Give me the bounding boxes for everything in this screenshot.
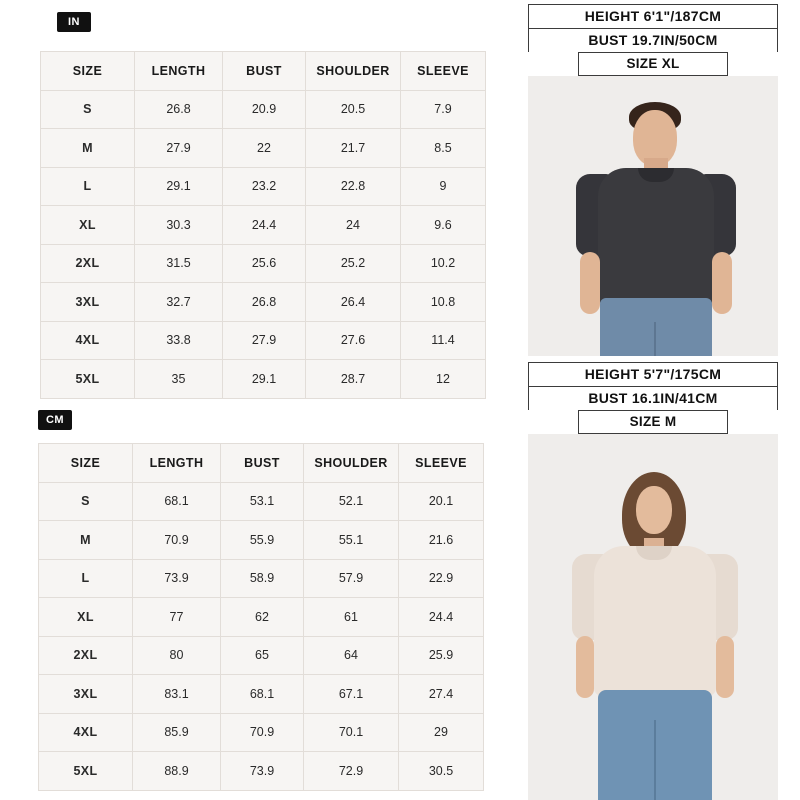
cell-size: 3XL (41, 283, 135, 322)
size-table-centimeters (38, 443, 483, 791)
model-photos-column (510, 0, 800, 800)
cell-sleeve: 9.6 (401, 206, 486, 245)
cell-shoulder: 64 (304, 636, 399, 675)
model-arm-right (712, 252, 732, 314)
cell-sleeve: 10.8 (401, 283, 486, 322)
cell-bust: 24.4 (223, 206, 306, 245)
table-row (39, 713, 484, 752)
cell-size: L (41, 167, 135, 206)
cell-bust: 26.8 (223, 283, 306, 322)
column-header: SLEEVE (399, 444, 484, 483)
cell-bust: 55.9 (221, 521, 304, 560)
cell-shoulder: 67.1 (304, 675, 399, 714)
column-header: BUST (223, 52, 306, 91)
cell-shoulder: 22.8 (306, 167, 401, 206)
cell-length: 85.9 (133, 713, 221, 752)
jeans-seam (654, 322, 656, 356)
cell-length: 33.8 (135, 321, 223, 360)
cell-length: 80 (133, 636, 221, 675)
jeans-seam (654, 720, 656, 800)
cell-size: M (41, 129, 135, 168)
cell-sleeve: 21.6 (399, 521, 484, 560)
cell-sleeve: 29 (399, 713, 484, 752)
unit-badge-cm: CM (38, 410, 72, 430)
cell-length: 30.3 (135, 206, 223, 245)
cell-bust: 68.1 (221, 675, 304, 714)
cell-size: 5XL (41, 360, 135, 399)
cell-bust: 70.9 (221, 713, 304, 752)
model-photo-female (528, 434, 778, 800)
unit-badge-in-wrap (57, 12, 91, 32)
table-header-row (39, 444, 484, 483)
column-header: LENGTH (133, 444, 221, 483)
cell-sleeve: 27.4 (399, 675, 484, 714)
column-header: SHOULDER (304, 444, 399, 483)
model-size-label: SIZE M (578, 410, 728, 434)
cell-sleeve: 30.5 (399, 752, 484, 791)
unit-badge-in: IN (57, 12, 91, 32)
cell-bust: 53.1 (221, 482, 304, 521)
table-row (39, 521, 484, 560)
cell-shoulder: 25.2 (306, 244, 401, 283)
cell-bust: 27.9 (223, 321, 306, 360)
cell-length: 73.9 (133, 559, 221, 598)
cell-length: 31.5 (135, 244, 223, 283)
cell-shoulder: 28.7 (306, 360, 401, 399)
cell-bust: 23.2 (223, 167, 306, 206)
table-row (39, 636, 484, 675)
cell-size: M (39, 521, 133, 560)
tshirt-body (594, 546, 716, 696)
table-header-row (41, 52, 486, 91)
model-jeans (600, 298, 712, 356)
table-row (41, 283, 486, 322)
cell-length: 70.9 (133, 521, 221, 560)
cell-sleeve: 8.5 (401, 129, 486, 168)
cell-size: 2XL (41, 244, 135, 283)
cell-length: 27.9 (135, 129, 223, 168)
cell-size: S (39, 482, 133, 521)
table-row (41, 206, 486, 245)
model-photo-male (528, 76, 778, 356)
cell-bust: 22 (223, 129, 306, 168)
table-row (41, 167, 486, 206)
cell-shoulder: 55.1 (304, 521, 399, 560)
cell-bust: 20.9 (223, 90, 306, 129)
cell-size: S (41, 90, 135, 129)
table-row (39, 482, 484, 521)
table-row (41, 244, 486, 283)
column-header: SHOULDER (306, 52, 401, 91)
model-card-male (528, 4, 778, 356)
cell-length: 32.7 (135, 283, 223, 322)
cell-shoulder: 61 (304, 598, 399, 637)
cell-length: 68.1 (133, 482, 221, 521)
cell-size: XL (39, 598, 133, 637)
model-bust-label: BUST 19.7IN/50CM (528, 28, 778, 52)
cell-sleeve: 11.4 (401, 321, 486, 360)
tshirt-body (598, 168, 714, 304)
table-row (39, 559, 484, 598)
column-header: SIZE (39, 444, 133, 483)
cell-sleeve: 12 (401, 360, 486, 399)
cell-sleeve: 24.4 (399, 598, 484, 637)
cell-size: 4XL (41, 321, 135, 360)
cell-shoulder: 27.6 (306, 321, 401, 360)
cell-bust: 29.1 (223, 360, 306, 399)
cell-length: 83.1 (133, 675, 221, 714)
model-face (636, 486, 672, 534)
cell-length: 77 (133, 598, 221, 637)
cell-bust: 73.9 (221, 752, 304, 791)
model-size-label: SIZE XL (578, 52, 728, 76)
table-row (39, 675, 484, 714)
model-bust-label: BUST 16.1IN/41CM (528, 386, 778, 410)
cell-shoulder: 70.1 (304, 713, 399, 752)
cell-shoulder: 24 (306, 206, 401, 245)
column-header: LENGTH (135, 52, 223, 91)
model-card-female (528, 362, 778, 800)
table-row (41, 90, 486, 129)
cell-length: 35 (135, 360, 223, 399)
cell-sleeve: 10.2 (401, 244, 486, 283)
cell-shoulder: 20.5 (306, 90, 401, 129)
model-arm-right (716, 636, 734, 698)
cell-size: XL (41, 206, 135, 245)
size-table-inches (40, 51, 485, 399)
cell-sleeve: 9 (401, 167, 486, 206)
cell-size: 5XL (39, 752, 133, 791)
cell-shoulder: 57.9 (304, 559, 399, 598)
column-header: SLEEVE (401, 52, 486, 91)
cell-shoulder: 21.7 (306, 129, 401, 168)
column-header: SIZE (41, 52, 135, 91)
model-arm-left (576, 636, 594, 698)
table-row (41, 129, 486, 168)
cell-shoulder: 72.9 (304, 752, 399, 791)
column-header: BUST (221, 444, 304, 483)
table-row (41, 360, 486, 399)
table-row (39, 598, 484, 637)
cell-size: 3XL (39, 675, 133, 714)
model-arm-left (580, 252, 600, 314)
cell-sleeve: 22.9 (399, 559, 484, 598)
cell-shoulder: 26.4 (306, 283, 401, 322)
model-height-label: HEIGHT 6'1"/187CM (528, 4, 778, 28)
cell-sleeve: 7.9 (401, 90, 486, 129)
model-height-label: HEIGHT 5'7"/175CM (528, 362, 778, 386)
table-row (41, 321, 486, 360)
cell-size: L (39, 559, 133, 598)
cell-bust: 58.9 (221, 559, 304, 598)
cell-bust: 62 (221, 598, 304, 637)
table-row (39, 752, 484, 791)
cell-bust: 65 (221, 636, 304, 675)
cell-shoulder: 52.1 (304, 482, 399, 521)
cell-size: 2XL (39, 636, 133, 675)
cell-length: 26.8 (135, 90, 223, 129)
cell-size: 4XL (39, 713, 133, 752)
cell-length: 29.1 (135, 167, 223, 206)
cell-bust: 25.6 (223, 244, 306, 283)
unit-badge-cm-wrap (38, 410, 72, 430)
cell-sleeve: 25.9 (399, 636, 484, 675)
cell-length: 88.9 (133, 752, 221, 791)
cell-sleeve: 20.1 (399, 482, 484, 521)
